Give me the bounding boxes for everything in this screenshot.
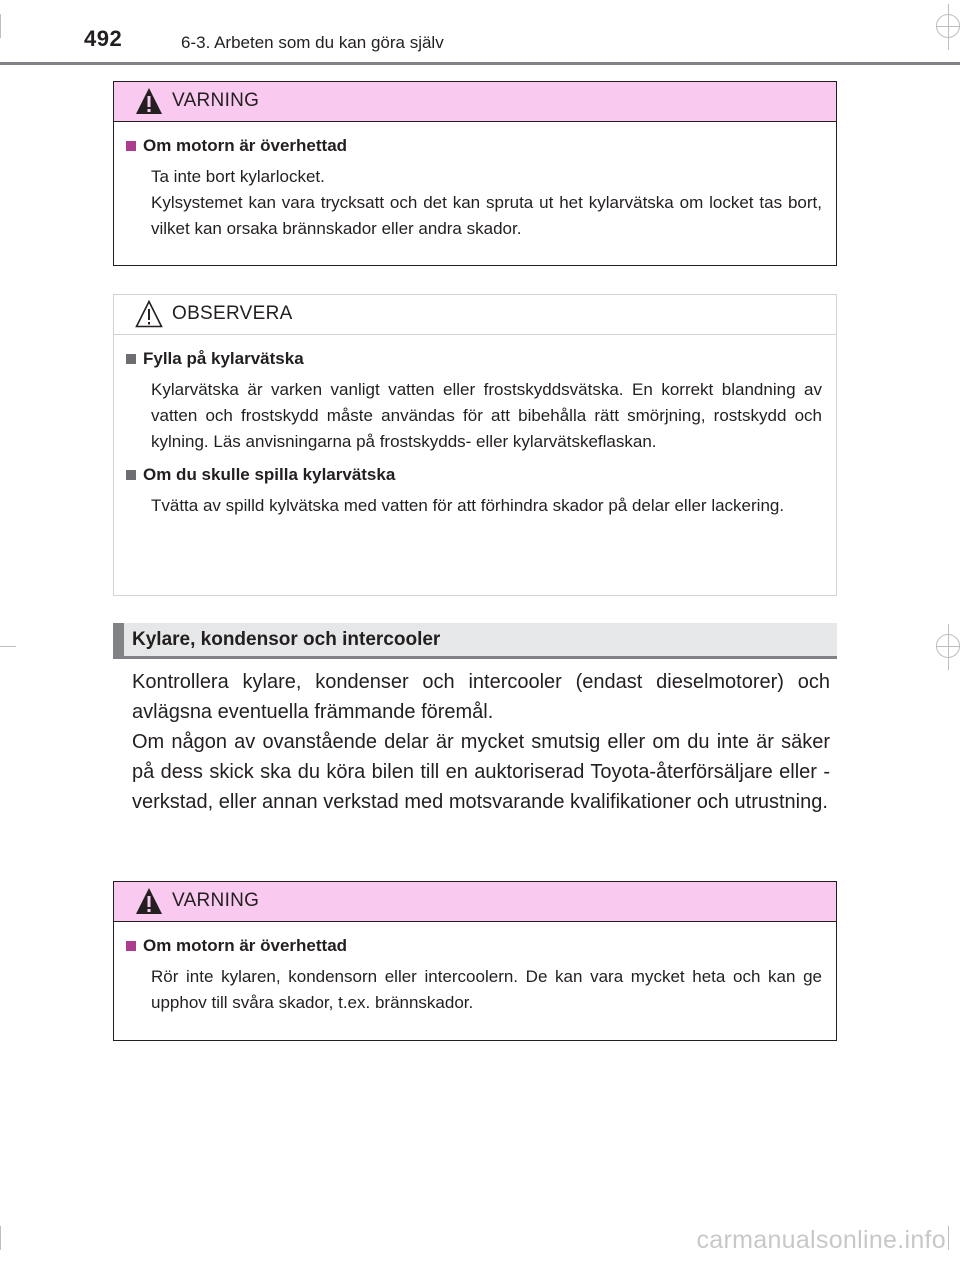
warning-item-text-2: Kylsystemet kan vara trycksatt och det kan spruta ut het kylarvätska om locket tas bort, vilket kan orsaka brännskador eller andra skador.: [151, 193, 822, 238]
notice-item-text-2: Tvätta av spilld kylvätska med vatten för att förhindra skador på delar eller lackering.: [151, 496, 785, 515]
watermark: carmanualsonline.info: [696, 1226, 946, 1254]
warning-box-body: [114, 922, 836, 1044]
warning-box-top: [113, 81, 837, 266]
header-rule: [0, 62, 960, 65]
notice-item-title-1: [126, 349, 822, 369]
square-bullet-icon: [126, 470, 136, 480]
notice-box-body: [114, 335, 836, 547]
warning-item-title: [126, 136, 822, 156]
item-title-text: Om du skulle spilla kylarvätska: [143, 465, 396, 484]
item-title-text: Om motorn är överhettad: [143, 136, 348, 155]
subsection-title: Kylare, kondensor och intercooler: [132, 629, 441, 650]
notice-item-title-2: [126, 465, 822, 485]
body-paragraph-1: Kontrollera kylare, kondenser och intercooler (endast dieselmotorer) och avlägsna eventuella främmande föremål.: [132, 671, 830, 723]
warning-box-bottom: [113, 881, 837, 1041]
warning-item-text: Ta inte bort kylarlocket.: [151, 167, 325, 186]
notice-box: [113, 294, 837, 596]
page-header: [0, 0, 960, 64]
warning-box-header: [114, 882, 836, 922]
warning-box-header: [114, 82, 836, 122]
heading-accent-bar: [113, 623, 124, 656]
crop-mark-top-left: [0, 14, 1, 38]
warning-item-text: Rör inte kylaren, kondensorn eller intercoolern. De kan vara mycket heta och kan ge upphov till svåra skador, t.ex. brännskador.: [151, 967, 822, 1012]
crop-mark-bottom-left: [0, 1226, 1, 1250]
warning-item-title: [126, 936, 822, 956]
notice-box-title: OBSERVERA: [172, 303, 293, 324]
square-bullet-icon: [126, 354, 136, 364]
section-title: 6-3. Arbeten som du kan göra själv: [181, 33, 444, 52]
registration-circle-top: [936, 14, 960, 38]
warning-box-title: VARNING: [172, 890, 260, 911]
warning-box-body: [114, 122, 836, 270]
registration-circle-mid: [936, 634, 960, 658]
caution-triangle-icon: [134, 299, 164, 329]
notice-item-text-1: Kylarvätska är varken vanligt vatten eller frostskyddsvätska. En korrekt blandning av vatten och frostskydd måste användas för att bibehålla rätt smörjning, rostskydd och kylning. Läs anvisningarna på frostskydds- eller kylarvätskeflaskan.: [151, 380, 822, 451]
page-number: 492: [84, 26, 123, 51]
notice-box-header: [114, 295, 836, 335]
subsection-heading: [113, 623, 837, 659]
item-title-text: Om motorn är överhettad: [143, 936, 348, 955]
crop-mark-bottom-right: [948, 1226, 949, 1250]
square-bullet-icon: [126, 141, 136, 151]
square-bullet-icon: [126, 941, 136, 951]
warning-triangle-icon: [134, 86, 164, 116]
warning-triangle-icon: [134, 886, 164, 916]
body-paragraph-2: Om någon av ovanstående delar är mycket smutsig eller om du inte är säker på dess skick ska du köra bilen till en auktoriserad Toyota-återförsäljare eller -verkstad, eller annan verkstad med motsvarande kvalifikationer och utrustning.: [132, 731, 830, 813]
warning-box-title: VARNING: [172, 90, 260, 111]
item-title-text: Fylla på kylarvätska: [143, 349, 304, 368]
crop-mark-mid-left: [0, 646, 16, 647]
body-text: [132, 667, 830, 817]
